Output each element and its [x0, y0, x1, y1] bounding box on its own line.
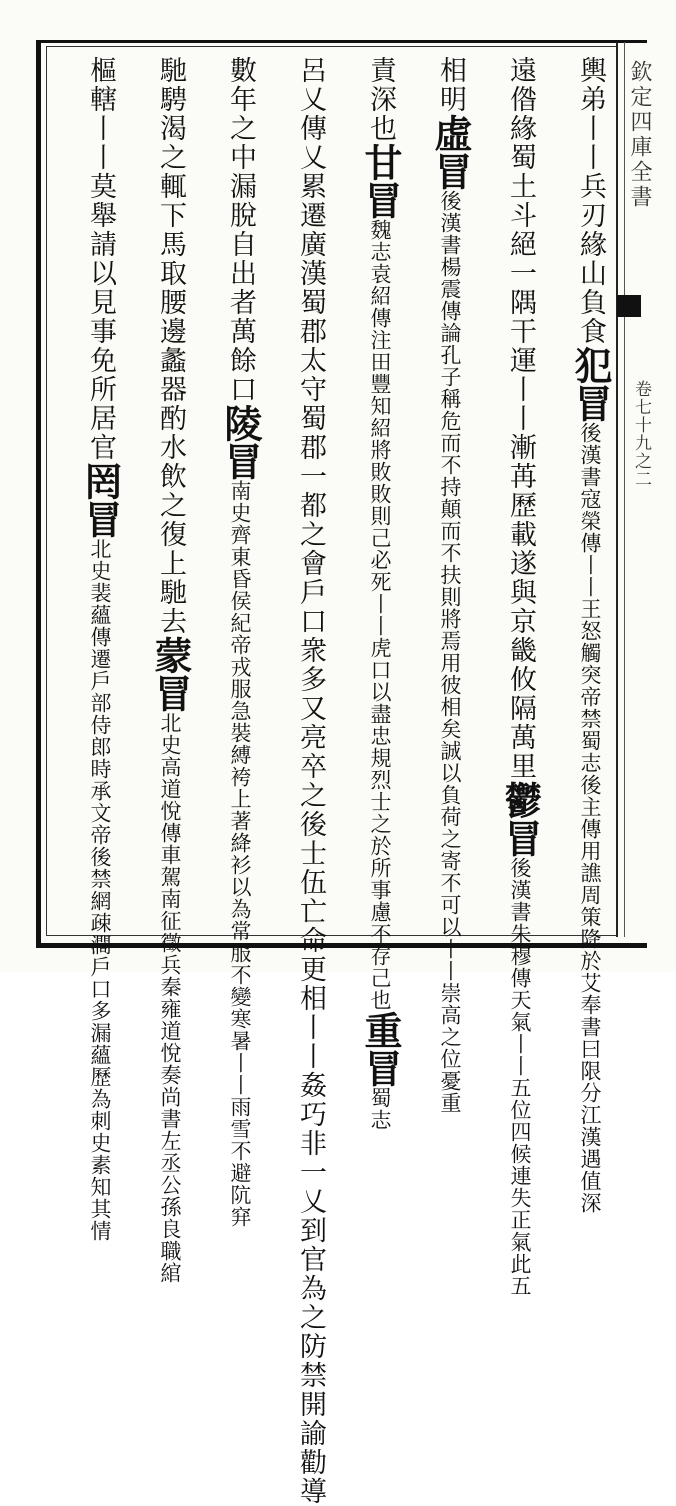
text-run: 樞轄丨丨莫舉請以見事免所居官 [85, 56, 116, 462]
text-column [292, 56, 328, 1506]
commentary: 北史裴蘊傳遷戶部侍郎時承文帝後禁網疎濶戶口多漏蘊歷為刺史素知其情 [88, 538, 112, 1242]
text-run: 遠偺緣蜀土斗絕一隅干運丨丨漸苒歷載遂與京畿攸隔萬里 [505, 56, 536, 781]
volume-number: 卷七十九之二 [631, 380, 651, 488]
headword: 鬱冒 [498, 781, 543, 857]
commentary: 北史高道悅傳車駕南征徵兵秦雍道悅奏尚書左丞公孫良職綰 [158, 712, 182, 1284]
text-run: 弟丨丨兵刃緣山負食 [575, 85, 606, 346]
center-fold-rule [616, 42, 618, 937]
text-column [358, 56, 403, 1131]
text-column [78, 56, 123, 1242]
commentary: 後漢書楊震傳論孔子稱危而不持顛而不扶則將焉用彼相矣誠以負荷之寄不可以丨丨崇高之位憂重 [438, 190, 462, 1114]
text-run: 責深也 [365, 56, 396, 143]
commentary: 魏志袁紹傳注田豐知紹將敗敗則己必死丨丨虎口以盡忠規烈士之於所事慮不存己也 [368, 219, 392, 1011]
text-column [498, 56, 543, 1297]
headword: 虛冒 [428, 114, 473, 190]
text-column [148, 56, 193, 1284]
headword: 罔冒 [78, 462, 123, 538]
commentary: 南史齊東昏侯紀帝戎服急裝縛袴上著絳衫以為常服不變寒暑丨丨雨雪不避阬穽 [228, 480, 252, 1228]
text-run: 輿 [575, 56, 606, 85]
headword: 陵冒 [218, 404, 263, 480]
headword: 犯冒 [568, 346, 613, 422]
headword: 甘冒 [358, 143, 403, 219]
text-run: 相明 [435, 56, 466, 114]
text-column [568, 56, 613, 1214]
text-column [218, 56, 263, 1228]
commentary: 後漢書朱穆傳天氣丨丨五位四候連失正氣此五 [508, 857, 532, 1297]
commentary: 後漢書寇榮傳丨丨王怒觸突帝禁蜀志後主傳用譙周策降於艾奉書曰限分江漢遇值深 [578, 422, 602, 1214]
book-title: 欽定四庫全書 [627, 60, 652, 210]
headword: 重冒 [358, 1011, 403, 1087]
commentary: 蜀志 [368, 1087, 392, 1131]
text-run: 馳騁渴之輒下馬取腰邊蠡器酌水飲之復上馳去 [155, 56, 186, 636]
text-run: 數年之中漏脫自出者萬餘口 [225, 56, 256, 404]
headword: 蒙冒 [148, 636, 193, 712]
text-run: 呂乂傳乂累遷廣漢蜀郡太守蜀郡一都之會戶口衆多又亮卒之後士伍亡命更相丨丨姦巧非一乂到官為之防禁開諭勸導 [295, 56, 326, 1506]
text-column [428, 56, 473, 1114]
